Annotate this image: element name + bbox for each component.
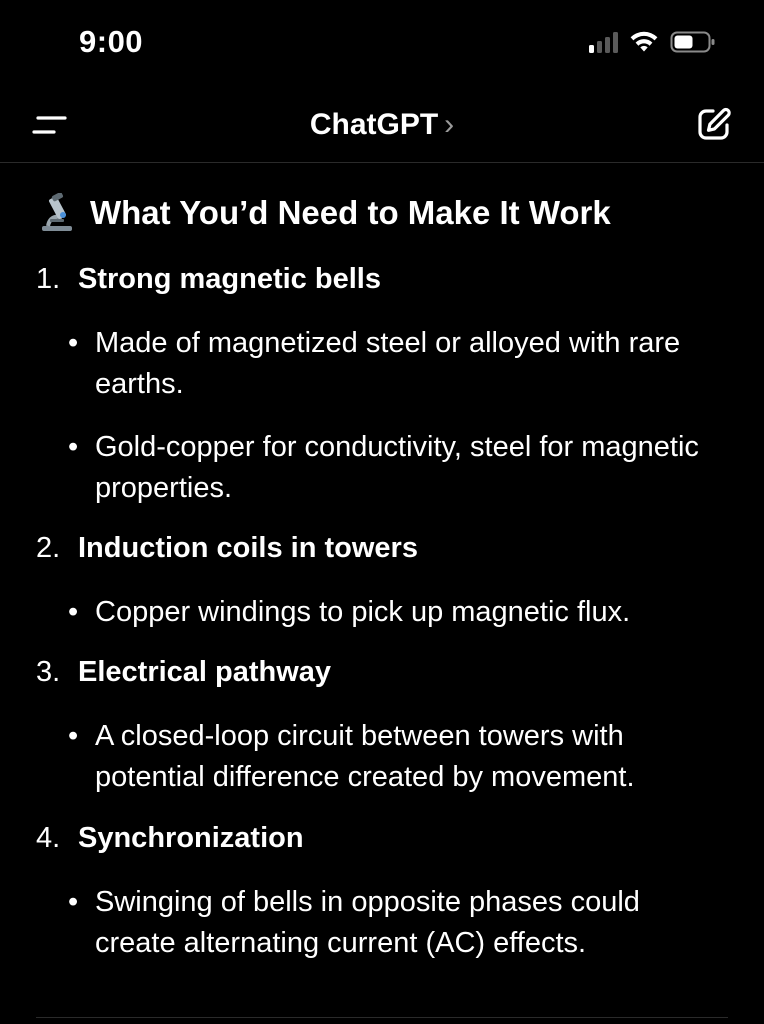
bullet-text: Copper windings to pick up magnetic flux.: [95, 596, 631, 628]
bullet-item: [68, 427, 728, 509]
battery-icon: [670, 30, 716, 54]
list-item-title: Synchronization: [78, 822, 304, 854]
bullet-dot: •: [68, 327, 79, 359]
list-item: [36, 656, 331, 689]
status-time: 9:00: [79, 24, 144, 59]
model-selector[interactable]: [0, 108, 764, 142]
status-bar: [0, 0, 764, 88]
bullet-dot: •: [68, 886, 79, 918]
bullet-text: Made of magnetized steel or alloyed with rare earths.: [95, 327, 681, 400]
bullet-text: A closed-loop circuit between towers with potential difference created by movement.: [95, 720, 635, 793]
bullet-text: Swinging of bells in opposite phases could create alternating current (AC) effects.: [95, 886, 640, 959]
list-item-number: 4.: [36, 822, 61, 854]
bullet-dot: •: [68, 431, 79, 463]
bullet-item: [68, 323, 728, 405]
list-item-title: Strong magnetic bells: [78, 263, 381, 295]
nav-title: ChatGPT: [309, 108, 439, 141]
bullet-dot: •: [68, 720, 79, 752]
list-item-number: 2.: [36, 532, 61, 564]
microscope-emoji-icon: [40, 193, 74, 233]
status-icons: [589, 30, 716, 54]
bullet-item: [68, 592, 728, 633]
new-chat-icon[interactable]: [696, 106, 732, 142]
bullet-text: Gold-copper for conductivity, steel for magnetic properties.: [95, 431, 699, 504]
list-item-title: Electrical pathway: [78, 656, 332, 688]
list-item-title: Induction coils in towers: [78, 532, 418, 564]
bullet-item: [68, 716, 728, 798]
cellular-signal-icon: [589, 31, 618, 53]
divider: [36, 1017, 728, 1018]
section-heading: [40, 193, 611, 233]
list-item: [36, 822, 304, 855]
wifi-icon: [628, 30, 660, 54]
list-item-number: 3.: [36, 656, 61, 688]
section-heading-text: What You’d Need to Make It Work: [90, 194, 611, 231]
nav-bar: [0, 88, 764, 163]
bullet-item: [68, 882, 728, 964]
list-item-number: 1.: [36, 263, 61, 295]
list-item: [36, 263, 381, 296]
list-item: [36, 532, 418, 565]
chevron-right-icon: ›: [444, 108, 455, 141]
bullet-dot: •: [68, 596, 79, 628]
